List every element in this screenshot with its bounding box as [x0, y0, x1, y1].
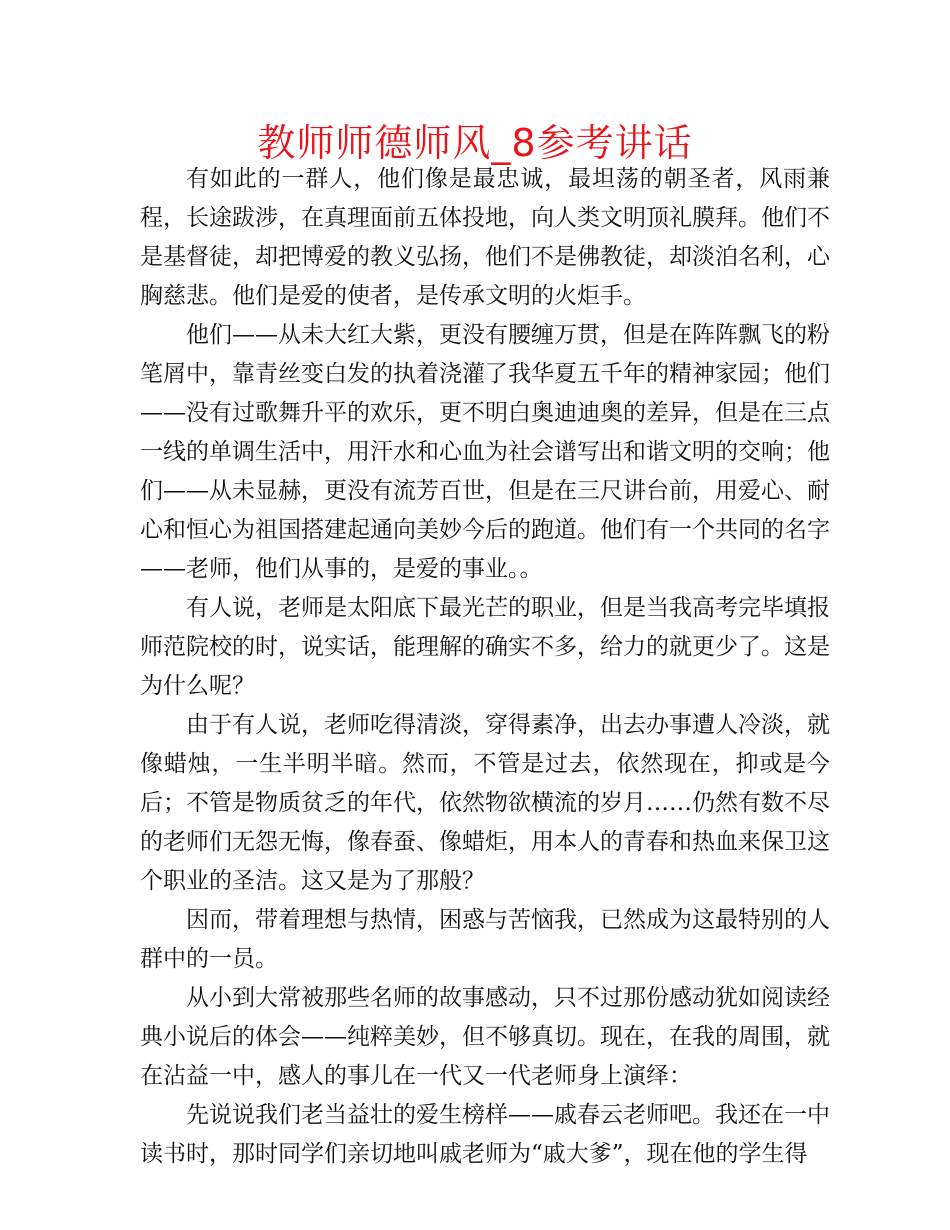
- paragraph-3: 有人说，老师是太阳底下最光芒的职业，但是当我高考完毕填报师范院校的时，说实话，能理解的确实不多，给力的就更少了。这是为什么呢？: [140, 595, 830, 699]
- document-title: 教师师德师风_8参考讲话: [257, 121, 693, 165]
- paragraph-1: 有如此的一群人，他们像是最忠诚，最坦荡的朝圣者，风雨兼程，长途跋涉，在真理面前五体投地，向人类文明顶礼膜拜。他们不是基督徒，却把博爱的教义弘扬，他们不是佛教徒，却淡泊名利，心胸慈悲。他们是爱的使者，是传承文明的火炬手。: [140, 166, 830, 309]
- paragraph-2: 他们——从未大红大紫，更没有腰缠万贯，但是在阵阵飘飞的粉笔屑中，靠青丝变白发的执着浇灌了我华夏五千年的精神家园；他们——没有过歌舞升平的欢乐，更不明白奥迪迪奥的差异，但是在三点一线的单调生活中，用汗水和心血为社会谱写出和谐文明的交响；他们——从未显赫，更没有流芳百世，但是在三尺讲台前，用爱心、耐心和恒心为祖国搭建起通向美妙今后的跑道。他们有一个共同的名字——老师，他们从事的，是爱的事业。。: [140, 322, 830, 582]
- document-body: [140, 160, 830, 1174]
- paragraph-4: 由于有人说，老师吃得清淡，穿得素净，出去办事遭人冷淡，就像蜡烛，一生半明半暗。然而，不管是过去，依然现在，抑或是今后；不管是物质贫乏的年代，依然物欲横流的岁月……仍然有数不尽的老师们无怨无悔，像春蚕、像蜡炬，用本人的青春和热血来保卫这个职业的圣洁。这又是为了那般？: [140, 712, 830, 894]
- paragraph-7: 先说说我们老当益壮的爱生榜样——戚春云老师吧。我还在一中读书时，那时同学们亲切地叫戚老师为“戚大爹”，现在他的学生得: [140, 1102, 830, 1167]
- paragraph-6: 从小到大常被那些名师的故事感动，只不过那份感动犹如阅读经典小说后的体会——纯粹美妙，但不够真切。现在，在我的周围，就在沾益一中，感人的事儿在一代又一代老师身上演绎：: [140, 985, 830, 1089]
- paragraph-5: 因而，带着理想与热情，困惑与苦恼我，已然成为这最特别的人群中的一员。: [140, 907, 830, 972]
